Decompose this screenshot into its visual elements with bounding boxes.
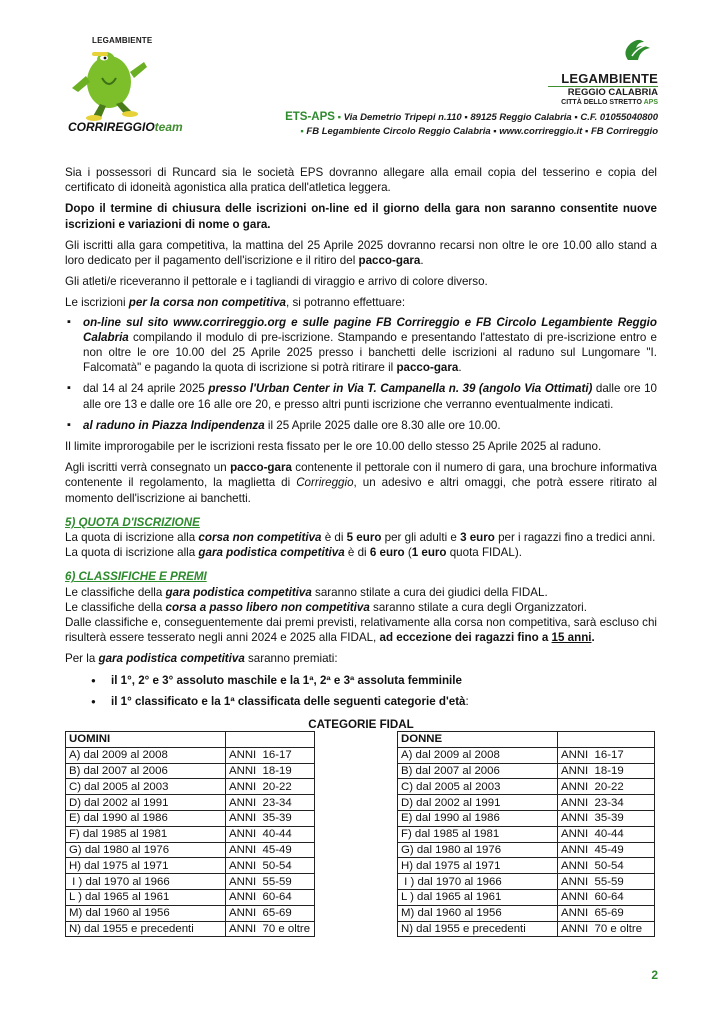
table-header-row [66, 732, 315, 748]
table-header-row [398, 732, 655, 748]
paragraph-closing-notice: Dopo il termine di chiusura delle iscrizioni on-line ed il giorno della gara non saranno consentite nuove iscrizioni e variazioni di nome o gara. [65, 202, 657, 231]
table-cell: ANNI 35-39 [558, 810, 655, 826]
list-item: ● il 1°, 2° e 3° assoluto maschile e la 1ª, 2ª e 3ª assoluta femminile [91, 673, 657, 688]
table-cell: ANNI 23-34 [226, 795, 315, 811]
table-row [66, 858, 315, 874]
list-item: ● il 1° classificato e la 1ª classificata delle seguenti categorie d'età: [91, 694, 657, 709]
logo-right-line1: LEGAMBIENTE [561, 71, 658, 86]
table-cell: B) dal 2007 al 2006 [66, 763, 226, 779]
table-cell: D) dal 2002 al 1991 [398, 795, 558, 811]
mascot-runner-icon [64, 42, 154, 122]
table-cell: N) dal 1955 e precedenti [66, 921, 226, 937]
table-cell: B) dal 2007 al 2006 [398, 763, 558, 779]
paragraph-prizes-intro: Per la gara podistica competitiva saranno premiati: [65, 652, 338, 666]
table-header-women: DONNE [398, 732, 558, 748]
table-cell: ANNI 16-17 [226, 747, 315, 763]
table-row [398, 858, 655, 874]
table-header-men: UOMINI [66, 732, 226, 748]
table-row [66, 921, 315, 937]
list-item: ▪ al raduno in Piazza Indipendenza il 25 Aprile 2025 dalle ore 8.30 alle ore 10.00. [65, 418, 657, 433]
table-cell: ANNI 40-44 [226, 826, 315, 842]
categories-title: CATEGORIE FIDAL [308, 718, 414, 732]
table-row [398, 826, 655, 842]
table-row [66, 889, 315, 905]
table-cell: ANNI 65-69 [558, 905, 655, 921]
paragraph-bib: Gli atleti/e riceveranno il pettorale e i tagliandi di viraggio e arrivo di colore diverso. [65, 275, 488, 289]
table-row [66, 810, 315, 826]
paragraph-exclusion: Dalle classifiche e, conseguentemente dai premi previsti, relativamente alla corsa non competitiva, sarà escluso chi risulterà essere tesserato negli anni 2024 e 2025 alla FIDAL, ad eccezione dei ragazzi fino a 15 anni. [65, 616, 657, 645]
logo-left-top-text: LEGAMBIENTE [92, 36, 153, 45]
table-cell: D) dal 2002 al 1991 [66, 795, 226, 811]
paragraph-rankings-competitive: Le classifiche della gara podistica competitiva saranno stilate a cura dei giudici della FIDAL. [65, 585, 548, 599]
table-cell: ANNI 20-22 [226, 779, 315, 795]
table-cell: E) dal 1990 al 1986 [398, 810, 558, 826]
table-cell: M) dal 1960 al 1956 [398, 905, 558, 921]
page-number: 2 [651, 968, 658, 982]
table-row [66, 874, 315, 890]
table-row [66, 905, 315, 921]
table-cell: ANNI 50-54 [226, 858, 315, 874]
document-body [65, 165, 657, 732]
section-heading-fee: 5) QUOTA D'ISCRIZIONE [65, 515, 200, 529]
table-cell: I ) dal 1970 al 1966 [398, 874, 558, 890]
table-row [66, 826, 315, 842]
table-row [398, 795, 655, 811]
logo-right-line3: CITTÀ DELLO STRETTO APS [561, 99, 658, 106]
paragraph-competitive-checkin: Gli iscritti alla gara competitiva, la mattina del 25 Aprile 2025 dovranno recarsi non oltre le ore 10.00 allo stand a loro dedicato per il pagamento dell'iscrizione e il ritiro del pacco-gara. [65, 238, 657, 268]
table-cell: L ) dal 1965 al 1961 [66, 889, 226, 905]
table-cell: H) dal 1975 al 1971 [66, 858, 226, 874]
table-row [398, 874, 655, 890]
paragraph-runcard: Sia i possessori di Runcard sia le società EPS dovranno allegare alla email copia del tesserino e copia del certificato di idoneità agonistica alla pratica dell'atletica leggera. [65, 166, 657, 195]
table-cell: H) dal 1975 al 1971 [398, 858, 558, 874]
table-cell: ANNI 70 e oltre [558, 921, 655, 937]
table-cell: ANNI 60-64 [226, 889, 315, 905]
table-cell: C) dal 2005 al 2003 [398, 779, 558, 795]
table-row [66, 779, 315, 795]
table-row [398, 763, 655, 779]
table-cell: A) dal 2009 al 2008 [66, 747, 226, 763]
men-categories-table [65, 731, 315, 937]
list-item: ▪ on-line sul sito www.corrireggio.org e sulle pagine FB Corrireggio e FB Circolo Legambiente Reggio Calabria compilando il modulo di pre-iscrizione. Stampando e presentando l'attestato di pre-iscrizione entro e non oltre le ore 10.00 del 25 Aprile 2025 presso i banchetti delle iscrizioni al raduno sul Lungomare "I. Falcomatà" e pagando la quota di iscrizione si potrà ritirare il pacco-gara. [65, 315, 657, 376]
table-cell: ANNI 35-39 [226, 810, 315, 826]
table-row [66, 763, 315, 779]
corrireggio-team-logo [64, 36, 183, 136]
table-cell [226, 732, 315, 748]
table-cell: G) dal 1980 al 1976 [66, 842, 226, 858]
table-cell: ANNI 16-17 [558, 747, 655, 763]
table-cell: F) dal 1985 al 1981 [398, 826, 558, 842]
table-cell: F) dal 1985 al 1981 [66, 826, 226, 842]
table-row [398, 842, 655, 858]
table-row [66, 747, 315, 763]
table-cell: ANNI 20-22 [558, 779, 655, 795]
table-cell: ANNI 23-34 [558, 795, 655, 811]
registration-options-list [65, 315, 657, 433]
table-cell: L ) dal 1965 al 1961 [398, 889, 558, 905]
table-cell: ANNI 18-19 [558, 763, 655, 779]
table-row [398, 810, 655, 826]
table-cell: N) dal 1955 e precedenti [398, 921, 558, 937]
table-cell: C) dal 2005 al 2003 [66, 779, 226, 795]
paragraph-fee-competitive: La quota di iscrizione alla gara podistica competitiva è di 6 euro (1 euro quota FIDAL). [65, 546, 522, 560]
table-cell: ANNI 45-49 [226, 842, 315, 858]
swan-icon [618, 34, 658, 64]
table-row [398, 779, 655, 795]
paragraph-rankings-noncompetitive: Le classifiche della corsa a passo libero non competitiva saranno stilate a cura degli Organizzatori. [65, 600, 587, 614]
table-cell: ANNI 45-49 [558, 842, 655, 858]
table-cell: ANNI 50-54 [558, 858, 655, 874]
address-line-2: FB Legambiente Circolo Reggio Calabria ▪ www.corrireggio.it ▪ FB Corrireggio [306, 126, 658, 137]
table-cell: ANNI 60-64 [558, 889, 655, 905]
header-address: ETS-APS ▪ Via Demetrio Tripepi n.110 ▪ 89125 Reggio Calabria ▪ C.F. 01055040800 ▪ FB Legambiente Circolo Reggio Calabria ▪ www.corrireggio.it ▪ FB Corrireggio [285, 111, 658, 137]
paragraph-noncompetitive-intro: Le iscrizioni per la corsa non competitiva, si potranno effettuare: [65, 296, 406, 310]
table-row [66, 795, 315, 811]
table-cell: ANNI 40-44 [558, 826, 655, 842]
ets-aps-label: ETS-APS [285, 111, 335, 123]
table-cell: ANNI 18-19 [226, 763, 315, 779]
list-item: ▪ dal 14 al 24 aprile 2025 presso l'Urban Center in Via T. Campanella n. 39 (angolo Via Ottimati) dalle ore 10 alle ore 13 e dalle ore 16 alle ore 20, e presso altri punti iscrizione che verranno eventualmente indicati. [65, 381, 657, 411]
table-row [398, 921, 655, 937]
table-cell: ANNI 65-69 [226, 905, 315, 921]
table-cell: M) dal 1960 al 1956 [66, 905, 226, 921]
paragraph-deadline: Il limite improrogabile per le iscrizioni resta fissato per le ore 10.00 dello stesso 25 Aprile 2025 al raduno. [65, 440, 602, 454]
table-cell: A) dal 2009 al 2008 [398, 747, 558, 763]
paragraph-fee-noncompetitive: La quota di iscrizione alla corsa non competitiva è di 5 euro per gli adulti e 3 euro per i ragazzi fino a tredici anni. [65, 531, 656, 545]
table-row [398, 905, 655, 921]
address-line-1: Via Demetrio Tripepi n.110 ▪ 89125 Reggio Calabria ▪ C.F. 01055040800 [343, 112, 658, 123]
section-heading-rankings: 6) CLASSIFICHE E PREMI [65, 570, 207, 584]
table-cell [558, 732, 655, 748]
legambiente-logo [548, 34, 658, 107]
logo-left-brand: CORRIREGGIOteam [68, 120, 183, 134]
prizes-list [65, 673, 657, 709]
table-cell: E) dal 1990 al 1986 [66, 810, 226, 826]
table-row [398, 747, 655, 763]
table-row [398, 889, 655, 905]
table-cell: ANNI 55-59 [558, 874, 655, 890]
logo-right-line2: REGGIO CALABRIA [548, 86, 658, 98]
table-cell: ANNI 70 e oltre [226, 921, 315, 937]
table-cell: G) dal 1980 al 1976 [398, 842, 558, 858]
women-categories-table [397, 731, 655, 937]
table-row [66, 842, 315, 858]
table-cell: I ) dal 1970 al 1966 [66, 874, 226, 890]
paragraph-race-pack: Agli iscritti verrà consegnato un pacco-gara contenente il pettorale con il numero di gara, una brochure informativa contenente il regolamento, la maglietta di Corrireggio, un adesivo e altri omaggi, che potrà essere ritirato al momento dell'iscrizione ai banchetti. [65, 461, 658, 505]
table-cell: ANNI 55-59 [226, 874, 315, 890]
